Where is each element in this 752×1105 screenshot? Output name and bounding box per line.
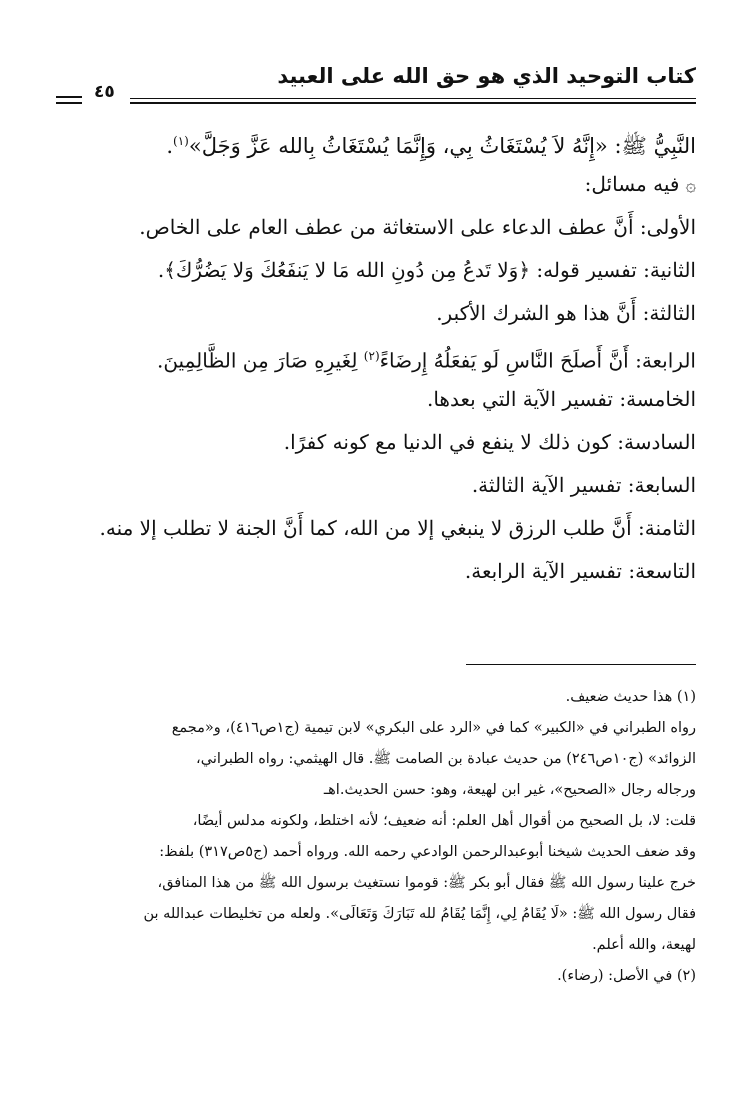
issue-item: السابعة: تفسير الآية الثالثة.	[471, 473, 696, 497]
footnote-line: خرج علينا رسول الله ﷺ فقال أبو بكر ﷺ: قوموا نستغيث برسول الله ﷺ من هذا المنافق،	[157, 875, 696, 891]
text-line: النَّبِيُّ ﷺ: «إِنَّهُ لاَ يُسْتَغَاثُ بِي، وَإِنَّمَا يُسْتَغَاثُ بِالله عَزَّ وَجَلَّ»$^{(١)}$.	[166, 134, 696, 158]
footnote-line: وقد ضعف الحديث شيخنا أبوعبدالرحمن الوادعي رحمه الله. ورواه أحمد (ج٥ص٣١٧) بلفظ:	[159, 844, 696, 860]
header-rule-short	[56, 96, 82, 104]
issue-item: الثالثة: أَنَّ هذا هو الشرك الأكبر.	[436, 301, 696, 325]
footnote-line: رواه الطبراني في «الكبير» كما في «الرد على البكري» لابن تيمية (ج١ص٤١٦)، و«مجمع	[171, 720, 696, 736]
footnote-line: فقال رسول الله ﷺ: «لَا يُقَامُ لِي، إِنَّمَا يُقَامُ لله تَبَارَكَ وَتَعَالَى». ولعله من تخليطات عبدالله بن	[143, 906, 696, 922]
issue-text: لِغَيرِهِ صَارَ مِن الظَّالِمِينَ.	[156, 348, 358, 373]
issue-item: الخامسة: تفسير الآية التي بعدها.	[426, 387, 696, 411]
issue-item: الثامنة: أَنَّ طلب الرزق لا ينبغي إلا من الله، كما أَنَّ الجنة لا تطلب إلا منه.	[99, 516, 696, 540]
issue-item: التاسعة: تفسير الآية الرابعة.	[464, 559, 696, 583]
footnote-line: (٢) في الأصل: (رضاء).	[557, 968, 696, 984]
footnote-divider	[466, 664, 696, 665]
footnote-line: لهيعة، والله أعلم.	[592, 937, 696, 953]
issue-item: السادسة: كون ذلك لا ينفع في الدنيا مع كونه كفرًا.	[283, 430, 696, 454]
header-rule	[130, 98, 696, 104]
issues-heading: فيه مسائل:	[584, 172, 680, 196]
issue-text: الرابعة: أَنَّ أَصلَحَ النَّاسِ لَو يَفعَلُهُ إِرضَاءً	[379, 348, 696, 373]
footnotes	[52, 682, 696, 992]
footnote-line: ورجاله رجال «الصحيح»، غير ابن لهيعة، وهو: حسن الحديث.اهـ	[323, 782, 696, 798]
issue-item: الأولى: أَنَّ عطف الدعاء على الاستغاثة من عطف العام على الخاص.	[139, 215, 696, 239]
footnote-marker: (١)	[173, 134, 189, 148]
main-text	[56, 120, 696, 593]
issue-item	[56, 335, 696, 378]
text-line	[56, 163, 696, 206]
footnote-line: الزوائد» (ج١٠ص٢٤٦) من حديث عبادة بن الصامت ﷺ. قال الهيثمي: رواه الطبراني،	[196, 751, 696, 767]
hadith-text: النَّبِيُّ ﷺ: «إِنَّهُ لاَ يُسْتَغَاثُ بِي، وَإِنَّمَا يُسْتَغَاثُ بِالله عَزَّ وَجَلَّ»	[188, 134, 696, 158]
book-title: كتاب التوحيد الذي هو حق الله على العبيد	[277, 64, 696, 88]
ornament-icon: ۞	[685, 175, 696, 196]
footnote-line: قلت: لا، بل الصحيح من أقوال أهل العلم: أنه ضعيف؛ لأنه اختلط، ولكونه مدلس أيضًا،	[192, 813, 696, 829]
page-header	[56, 64, 696, 108]
issue-item: الثانية: تفسير قوله: ﴿وَلا تَدعُ مِن دُونِ الله مَا لا يَنفَعُكَ وَلا يَضُرُّكَ﴾.	[157, 258, 696, 282]
page-number: ٤٥	[94, 82, 115, 102]
footnote-marker: (٢)	[363, 349, 380, 363]
footnote-line: (١) هذا حديث ضعيف.	[565, 689, 696, 705]
